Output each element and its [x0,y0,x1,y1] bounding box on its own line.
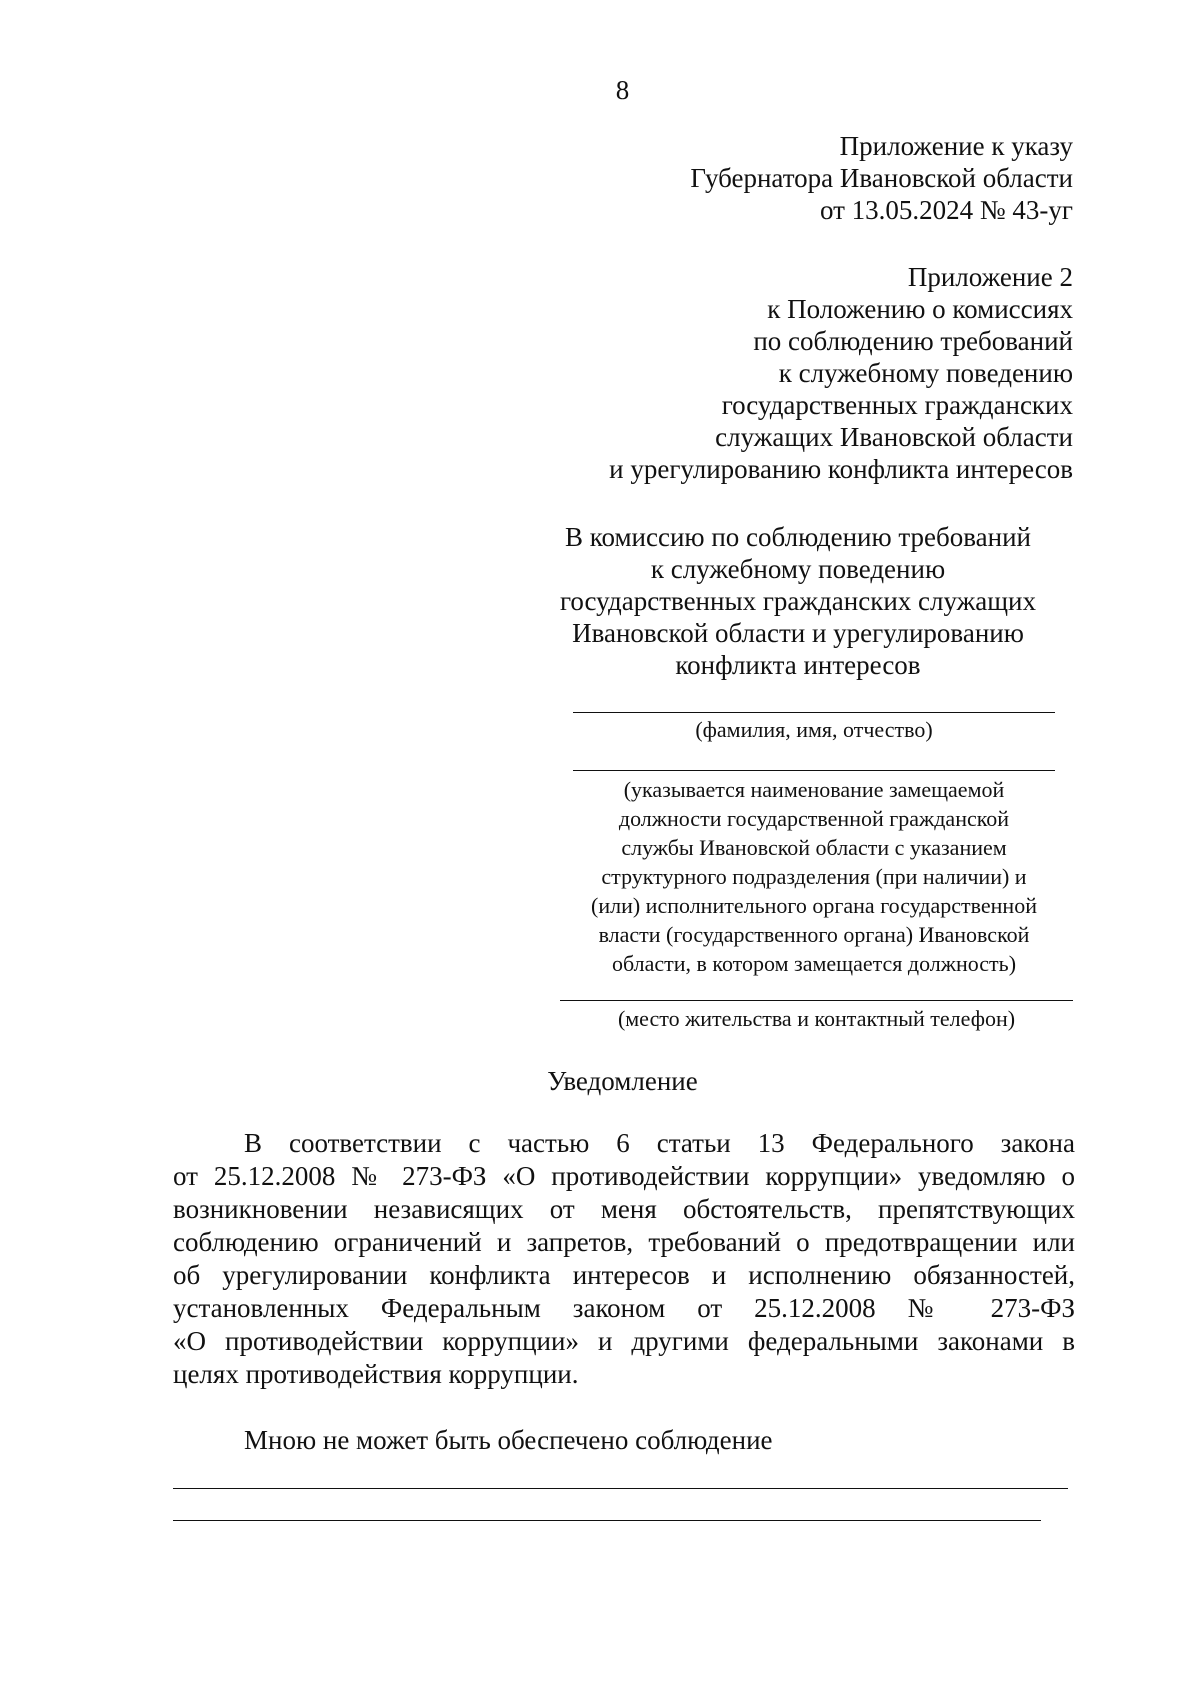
addressee-block [528,521,1068,681]
fio-caption: (фамилия, имя, отчество) [695,717,933,742]
appendix-2-line: и урегулированию конфликта интересов [609,454,1073,484]
position-caption-line: (или) исполнительного органа государственной [591,893,1037,918]
fill-in-line[interactable] [173,1520,1041,1521]
appendix-2-line: Приложение 2 [907,262,1073,292]
position-caption [560,775,1068,978]
paragraph-line: от 25.12.2008 № 273-ФЗ «О противодействии коррупции» уведомляю о [173,1161,1075,1191]
appendix-header-line: от 13.05.2024 № 43-уг [819,195,1073,225]
position-caption-line: структурного подразделения (при наличии) и [601,864,1027,889]
addressee-line: конфликта интересов [675,650,921,680]
paragraph-line: «О противодействии коррупции» и другими федеральными законами в [173,1326,1075,1356]
position-caption-line: службы Ивановской области с указанием [621,835,1007,860]
position-caption-line: области, в котором замещается должность) [611,951,1017,976]
cannot-ensure-text: Мною не может быть обеспечено соблюдение [244,1425,773,1455]
appendix-2-line: к Положению о комиссиях [767,294,1073,324]
paragraph-line: об урегулировании конфликта интересов и исполнению обязанностей, [173,1260,1075,1290]
appendix-header-line: Губернатора Ивановской области [690,163,1073,193]
appendix-2-line: государственных гражданских [721,390,1073,420]
residence-caption: (место жительства и контактный телефон) [617,1006,1016,1031]
position-caption-line: (указывается наименование замещаемой [623,777,1005,802]
residence-field-line[interactable] [560,1000,1073,1001]
appendix-header-line: Приложение к указу [839,131,1073,161]
addressee-line: В комиссию по соблюдению требований [564,522,1031,552]
fill-in-line[interactable] [173,1488,1068,1489]
appendix-2-header [609,261,1073,485]
paragraph-line: В соответствии с частью 6 статьи 13 Федерального закона [244,1128,1075,1158]
appendix-header [690,130,1073,226]
position-caption-line: должности государственной гражданской [618,806,1010,831]
notice-body-paragraph [173,1127,1075,1391]
notice-title: Уведомление [547,1066,698,1096]
position-field-line[interactable] [573,770,1055,771]
position-caption-line: власти (государственного органа) Ивановской [598,922,1030,947]
paragraph-line: установленных Федеральным законом от 25.12.2008 № 273-ФЗ [173,1293,1075,1323]
paragraph-line: целях противодействия коррупции. [173,1359,579,1389]
addressee-line: к служебному поведению [650,554,946,584]
appendix-2-line: к служебному поведению [778,358,1073,388]
page-number: 8 [615,75,630,105]
appendix-2-line: по соблюдению требований [753,326,1073,356]
paragraph-line: соблюдению ограничений и запретов, требований о предотвращении или [173,1227,1075,1257]
paragraph-line: возникновении независящих от меня обстоятельств, препятствующих [173,1194,1075,1224]
fio-field-line[interactable] [573,712,1055,713]
appendix-2-line: служащих Ивановской области [715,422,1073,452]
addressee-line: Ивановской области и урегулированию [572,618,1024,648]
addressee-line: государственных гражданских служащих [559,586,1037,616]
